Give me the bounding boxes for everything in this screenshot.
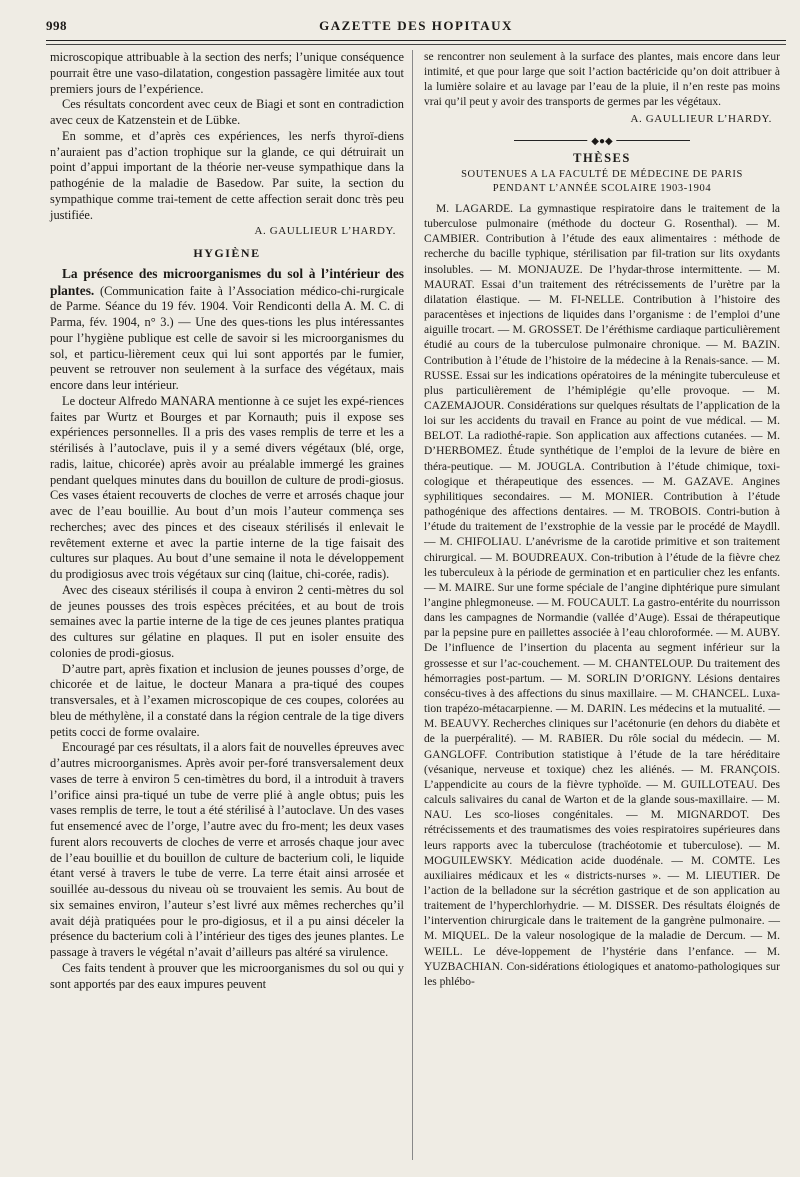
paragraph: En somme, et d’après ces expériences, les nerfs thyroï-diens n’auraient pas d’action trophique sur la glande, ce qui détruirait un point d’appui important de la théorie ner-veuse sympathique dans la pathogénie de la maladie de Basedow. Par suite, la section du sympathique comme trai-tement de cette affection serait donc très peu justifiée. [50, 128, 404, 222]
theses-list: M. LAGARDE. La gymnastique respiratoire dans le traitement de la tuberculose pulmonaire (méthode du docteur G. Rosenthal). — M. CAMBIER. Contribution à l’étude des eaux alimentaires : méthode de recherche du bacille typhique, stérilisation par fil-tration sur lits oxydants insolubles. — M. MONJAUZE. De l’hydar-throse intermittente. — M. MAURAT. Essai d’un traitement des rétrécissements de l’urètre par la dilatation élastique. — M. FI-NELLE. Contribution à l’histoire des paracentèses et injections de liquides dans l’organisme : de l’emploi d’une aiguille trocart. — M. GROSSET. De l’éréthisme cardiaque particulièrement étudié au cours de la tuberculose pulmonaire chronique. — M. BAZIN. Contribution à l’étude de l’histoire de la médecine à la Renais-sance. — M. RUSSE. Essai sur les indications opératoires de la méningite tuberculeuse et plus particulièrement de l’hémiplégie qu’elle provoque. — M. CAZEMAJOUR. Considérations sur quelques résultats de l’application de la loi sur les accidents du travail en France au point de vue médical. — M. BELOT. La radiothé-rapie. Son application aux affections cutanées. — M. D’HERBOMEZ. Étude synthétique de l’emploi de la levure de bière en théra-peutique. — M. JOUGLA. Contribution à l’étude chimique, toxi-cologique et thérapeutique des essences. — M. GAZAVE. Angines syphilitiques secondaires. — M. MONIER. Contribution à l’étude pathogénique des affections dentaires. — M. TROBOIS. Contri-bution à l’étude du traitement de l’exstrophie de la vessie par le procédé de Maydll. — M. CHIFOLIAU. L’anévrisme de la carotide primitive et son traitement chirurgical. — M. BOUDREAUX. Con-tribution à l’étude de la fièvre chez les tuberculeux à la période de germination et en particulier chez les enfants. — M. MAIRE. Sur une forme spéciale de l’angine diphtérique pure simulant l’angine phlegmoneuse. — M. FOUCAULT. La gastro-entérite du nourrisson dans les campagnes de Normandie (vallée d’Auge). Essai de thérapeutique par la pepsine pure en paillettes associée à l’eau chloroformée. — M. AUBY. De l’influence de l’insertion du placenta au segment inférieur sur la grossesse et sur l’ac-couchement. — M. CHANTELOUP. Du traitement des hémorragies post-partum. — M. SORLIN D’ORIGNY. Lésions dentaires consécu-tives à des affections du sinus maxillaire. — M. CHANCEL. Luxa-tion trapézo-métacarpienne. — M. DARIN. Les médecins et la mutualité. — M. BEAUVY. Recherches cliniques sur l’acétonurie (en dehors du diabète et de la puerpéralité). — M. RABIER. Du rôle social du médecin. — M. GANGLOFF. Contribution statistique à l’étude de la tare héréditaire (vésanique, nerveuse et toxique) chez les aliénés. — M. FRANÇOIS. L’appendicite au cours de la fièvre typhoïde. — M. GUILLOTEAU. Des calculs salivaires du canal de Warton et de la glande sous-maxillaire. — M. NAU. Les sco-lioses congénitales. — M. MIGNARDOT. Des rétrécissements et des traumatismes des voies respiratoires supérieures dans leurs rapports avec la tuberculose (trachéotomie et tuberculose). — M. MOGUILEWSKY. Médication acide duodénale. — M. COMTE. Les auxiliaires médicaux et les « districts-nurses ». — M. LIEUTIER. De l’action de la belladone sur la sécrétion gastrique et de son application au traitement de l’hyperchlorhydrie. — M. DISSER. Des résultats éloignés de l’intervention chirurgicale dans le traitement de la gangrène pulmonaire. — M. MIQUEL. De la valeur nosologique de la maladie de Dercum. — M. WEILL. Le déve-loppement de l’hystérie dans l’enfance. — M. YUZBACHIAN. Con-sidérations étiologiques et anatomo-pathologiques sur les phlébo- [424, 202, 780, 988]
paragraph: se rencontrer non seulement à la surface des plantes, mais encore dans leur intimité, et que pour large que soit l’action bactéricide qu’on doit attribuer à la lumière solaire et au lavage par l’eau de la pluie, il n’en reste pas moins vrai qu’il peut y avoir des transports de germes par les végétaux. [424, 51, 780, 109]
author-signature: A. GAULLIEUR L’HARDY. [254, 225, 396, 238]
paragraph: Encouragé par ces résultats, il a alors fait de nouvelles épreuves avec d’autres microorganismes. Après avoir per-foré transversalement deux vases de terre à environ 5 cen-timètres du bord, il a introduit à travers l’orifice ainsi pra-tiqué un tube de verre plié à angle obtus; puis les vases remplis de terre, le tout a été stérilisé à l’autoclave. Un des vases fut ensemencé avec de l’orge, l’autre avec du fro-ment; les deux vases furent alors recouverts de cloches de verre et arrosés chaque jour avec de l’eau bouillie et du bouillon de culture de bacterium coli, le liquide étant versé à travers le tube de verre. La terre était ainsi arrosée et souillée au-dessous du niveau où se trouvaient les semis. Au bout de six semaines environ, l’auteur s’est livré aux mêmes recherches qu’il avait déjà pratiquées pour le pro-digiosus, et il a pu ainsi déceler la présence du bacterium coli à l’intérieur des tiges des jeunes plantes. Le passage à travers le végétal n’avait d’ailleurs pas altéré sa virulence. [50, 740, 404, 959]
section-heading-hygiene: HYGIÈNE [193, 246, 261, 260]
paragraph: microscopique attribuable à la section des nerfs; l’unique conséquence pourrait être une vaso-dilatation, congestion passagère limitée aux tout premiers jours de l’expérience. [50, 50, 404, 96]
article-lead [50, 266, 404, 394]
article-intro: (Communication faite à l’Association médico-chi-rurgicale de Parme. Séance du 19 fév. 1904. Voir Rendiconti della A. M. C. di Parma, fév. 1904, n° 3.) — Une des ques-tions les plus intéressantes pour l’hygiène publique est celle de savoir si les microorganismes du sol, et particu-lièrement ceux qui lui sont apportés par le fumier, peuvent se retrouver non seulement à la surface des végétaux, mais encore dans leur intérieur. [50, 283, 404, 392]
paragraph: Ces résultats concordent avec ceux de Biagi et sont en contradiction avec ceux de Katzenstein et de Lübke. [50, 97, 404, 127]
theses-subtitle-line: SOUTENUES A LA FACULTÉ DE MÉDECINE DE PARIS [461, 168, 743, 180]
page-header [46, 14, 786, 34]
paragraph: Ces faits tendent à prouver que les microorganismes du sol ou qui y sont apportés par des eaux impures peuvent [50, 960, 404, 991]
left-column [50, 50, 404, 992]
theses-subtitle-line: PENDANT L’ANNÉE SCOLAIRE 1903-1904 [492, 182, 712, 194]
header-rule-thin [46, 44, 786, 45]
journal-title: GAZETTE DES HOPITAUX [319, 18, 513, 33]
paragraph: Le docteur Alfredo MANARA mentionne à ce sujet les expé-riences faites par Wurtz et Bourges et par Kornauth; puis il expose ses expériences personnelles. Il a pris des vases remplis de terre et les a stérilisés à l’autoclave, puis il y a semé divers végétaux (blé, orge, radis, laitue, chicorée) après avoir au préalable immergé les graines pendant quelques minutes dans du bouillon de culture de prodi-giosus. Ces vases étaient recouverts de cloches de verre et arrosés chaque jour avec de l’eau bouillie. Au bout d’un mois l’auteur commença ses recherches; avec des pinces et des ciseaux stérilisés il enlevait le revêtement externe et avec la partie interne de la tige faisait des cultures sur plaques. Au bout d’une semaine il nota le développement du prodigiosus avec trois végétaux sur cinq (laitue, chi-corée, radis). [50, 393, 404, 581]
paragraph: Avec des ciseaux stérilisés il coupa à environ 2 centi-mètres du sol de jeunes pousses des trois espèces précitées, et au bout de trois semaines avec la partie interne de la tige de ces jeunes plantes pratiqua des cultures sur gélatine en plaques. Il put en isoler ensuite des colonies de prodi-giosus. [50, 582, 404, 660]
theses-subtitle [424, 168, 780, 196]
page-number: 998 [46, 18, 67, 33]
header-rule [46, 40, 786, 41]
column-divider [412, 50, 413, 1160]
section-heading-theses: THÈSES [573, 150, 631, 165]
article-title: La présence des microorganismes du sol à l’intérieur des plantes. [50, 265, 404, 298]
ornament-diamond-icon: ◆●◆ [587, 134, 616, 149]
paragraph: D’autre part, après fixation et inclusion de jeunes pousses d’orge, de chicorée et de laitue, le docteur Manara a pra-tiqué des coupes transversales, et à l’examen microscopique de ces coupes, colorées au bleu de méthylène, il a constaté dans la région centrale de la tige divers petits cocci de forme ovalaire. [50, 661, 404, 739]
right-column [424, 50, 780, 990]
section-ornament [424, 135, 780, 145]
author-signature: A. GAULLIEUR L’HARDY. [630, 112, 772, 125]
